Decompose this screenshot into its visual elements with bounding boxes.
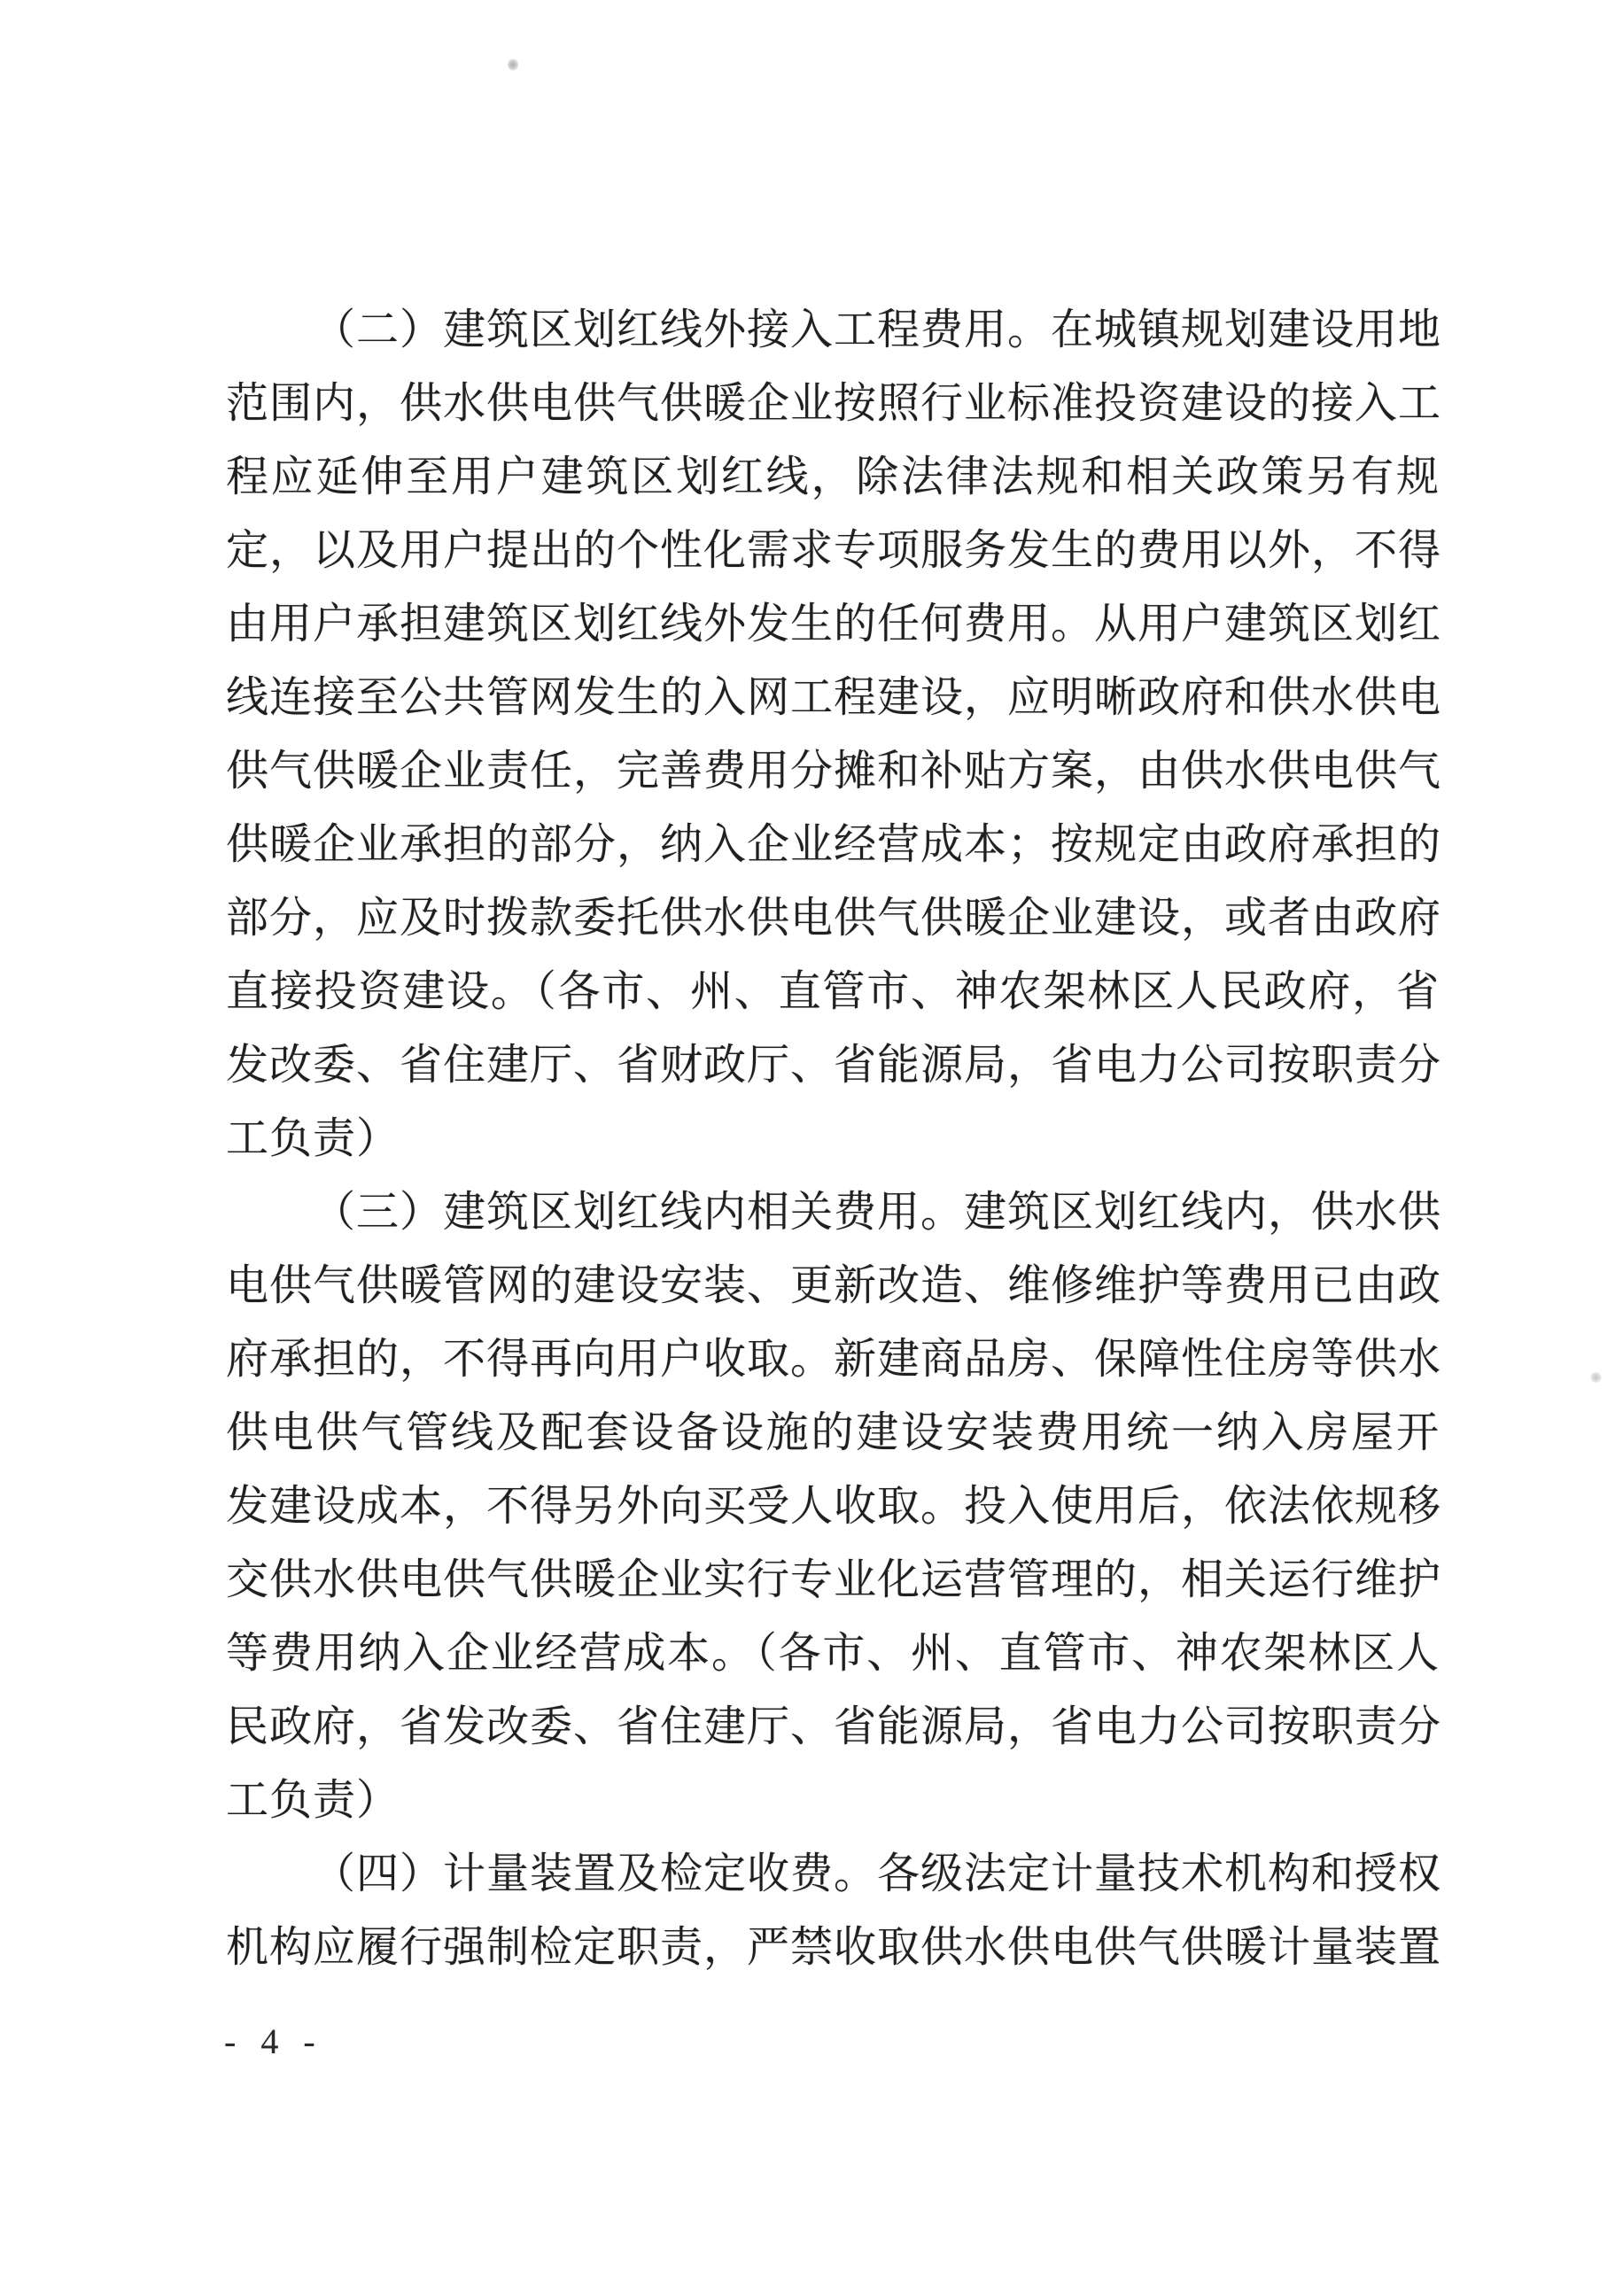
text-line: 机构应履行强制检定职责，严禁收取供水供电供气供暖计量装置 bbox=[226, 1924, 1442, 1971]
text-line: 范围内，供水供电供气供暖企业按照行业标准投资建设的接入工 bbox=[226, 380, 1442, 427]
text-line: （二）建筑区划红线外接入工程费用。在城镇规划建设用地 bbox=[313, 306, 1442, 353]
text-line: 电供气供暖管网的建设安装、更新改造、维修维护等费用已由政 bbox=[226, 1262, 1442, 1309]
document-body bbox=[226, 293, 1440, 1984]
text-line: 供电供气管线及配套设备设施的建设安装费用统一纳入房屋开 bbox=[226, 1409, 1440, 1456]
paragraph-section-3 bbox=[226, 1175, 1440, 1837]
text-line: 程应延伸至用户建筑区划红线，除法律法规和相关政策另有规 bbox=[226, 454, 1440, 500]
text-line: 供暖企业承担的部分，纳入企业经营成本；按规定由政府承担的 bbox=[226, 821, 1442, 868]
text-line: 定，以及用户提出的个性化需求专项服务发生的费用以外，不得 bbox=[226, 527, 1442, 574]
text-line: 线连接至公共管网发生的入网工程建设，应明晰政府和供水供电 bbox=[226, 674, 1442, 721]
text-line: 工负责） bbox=[226, 1777, 400, 1824]
text-line: 供气供暖企业责任，完善费用分摊和补贴方案，由供水供电供气 bbox=[226, 748, 1442, 795]
text-line: 部分，应及时拨款委托供水供电供气供暖企业建设，或者由政府 bbox=[226, 895, 1442, 942]
text-line: 府承担的，不得再向用户收取。新建商品房、保障性住房等供水 bbox=[226, 1336, 1442, 1383]
text-line: 民政府，省发改委、省住建厅、省能源局，省电力公司按职责分 bbox=[226, 1703, 1442, 1750]
scan-artifact-speck bbox=[508, 58, 518, 71]
text-line: 工负责） bbox=[226, 1115, 400, 1162]
scan-artifact-speck bbox=[1590, 1372, 1602, 1383]
page-number: - 4 - bbox=[224, 2021, 323, 2061]
text-line: （三）建筑区划红线内相关费用。建筑区划红线内，供水供 bbox=[313, 1189, 1442, 1236]
paragraph-section-4 bbox=[226, 1837, 1440, 1984]
text-line: 发改委、省住建厅、省财政厅、省能源局，省电力公司按职责分 bbox=[226, 1042, 1442, 1089]
text-line: 发建设成本，不得另外向买受人收取。投入使用后，依法依规移 bbox=[226, 1483, 1442, 1530]
text-line: 由用户承担建筑区划红线外发生的任何费用。从用户建筑区划红 bbox=[226, 601, 1442, 648]
text-line: 等费用纳入企业经营成本。（各市、州、直管市、神农架林区人 bbox=[226, 1630, 1440, 1677]
text-line: （四）计量装置及检定收费。各级法定计量技术机构和授权 bbox=[313, 1850, 1442, 1897]
paragraph-section-2 bbox=[226, 293, 1440, 1175]
text-line: 直接投资建设。（各市、州、直管市、神农架林区人民政府，省 bbox=[226, 968, 1440, 1015]
text-line: 交供水供电供气供暖企业实行专业化运营管理的，相关运行维护 bbox=[226, 1556, 1442, 1603]
